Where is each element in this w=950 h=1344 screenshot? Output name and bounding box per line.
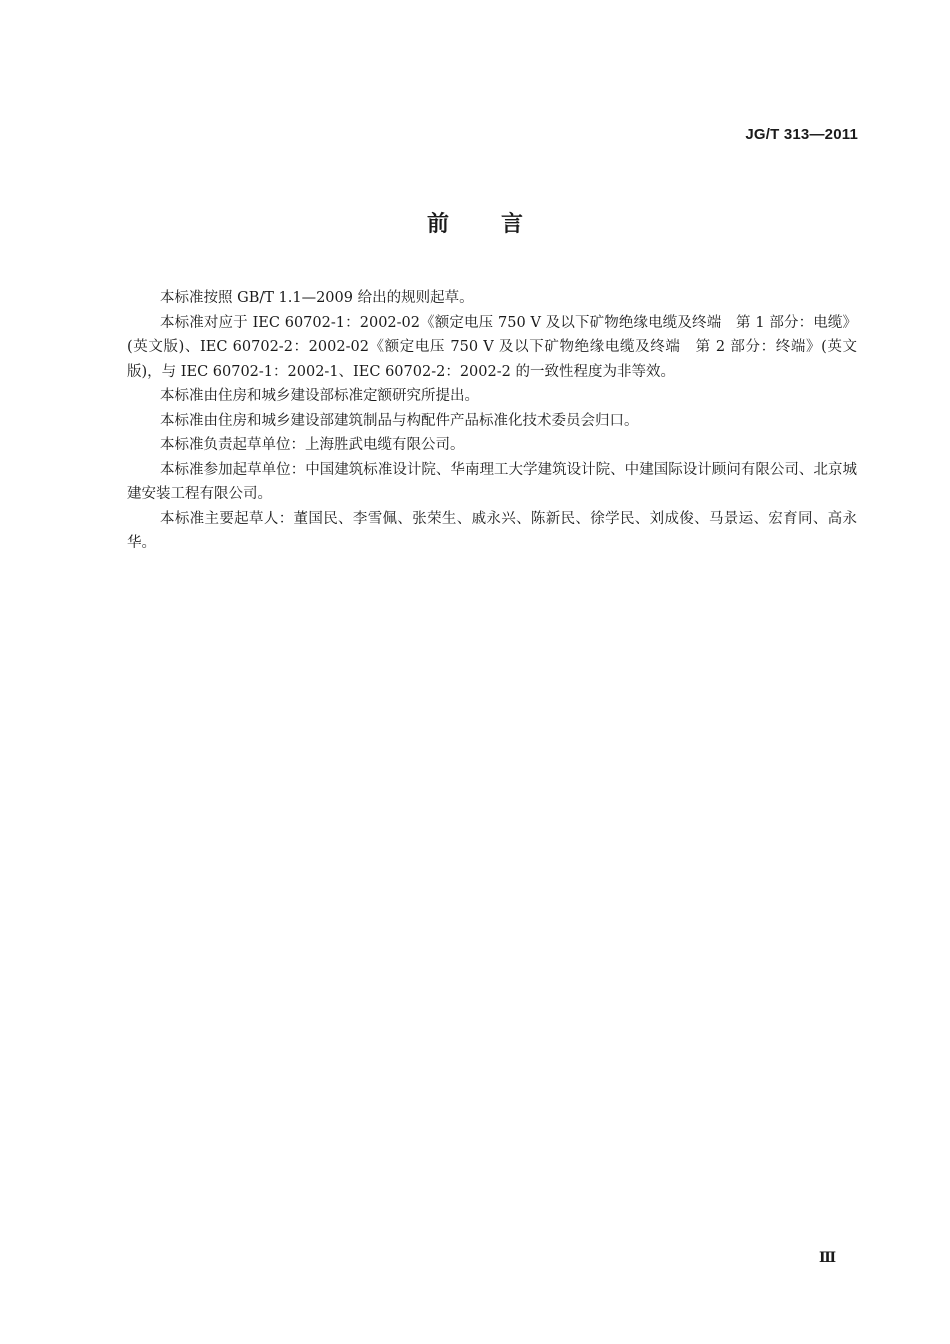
paragraph-participating-drafters: 本标准参加起草单位：中国建筑标准设计院、华南理工大学建筑设计院、中建国际设计顾问有限公司、北京城建安装工程有限公司。 <box>127 461 857 502</box>
paragraph-lead-drafter: 本标准负责起草单位：上海胜武电缆有限公司。 <box>160 437 465 453</box>
paragraph-iec-correspondence: 本标准对应于 IEC 60702-1：2002-02《额定电压 750 V 及以下矿物绝缘电缆及终端 第 1 部分：电缆》(英文版)、IEC 60702-2：2002-02《额定电压 750 V 及以下矿物绝缘电缆及终端 第 2 部分：终端》(英文版)，与 IEC 60702-1：2002-1、IEC 60702-2：2002-2 的一致性程度为非等效。 <box>127 314 857 380</box>
page-title: 前言 <box>426 212 575 237</box>
paragraph-main-drafters: 本标准主要起草人：董国民、李雪佩、张荣生、戚永兴、陈新民、徐学民、刘成俊、马景运、宏育同、高永华。 <box>127 510 857 551</box>
document-code: JG/T 313—2011 <box>745 126 858 143</box>
foreword-body <box>127 286 857 556</box>
page-number: Ⅲ <box>818 1251 836 1266</box>
paragraph-technical-committee: 本标准由住房和城乡建设部建筑制品与构配件产品标准化技术委员会归口。 <box>160 412 639 429</box>
paragraph-drafting-rules: 本标准按照 GB/T 1.1—2009 给出的规则起草。 <box>160 290 474 306</box>
paragraph-proposer: 本标准由住房和城乡建设部标准定额研究所提出。 <box>160 388 479 404</box>
